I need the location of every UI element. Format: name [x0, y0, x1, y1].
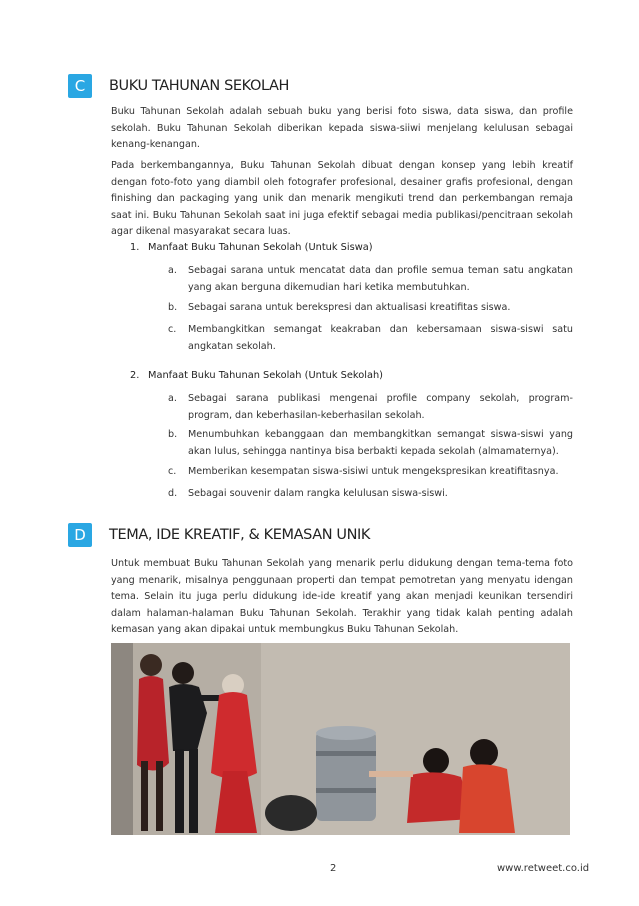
section-c-title: BUKU TAHUNAN SEKOLAH: [109, 78, 290, 94]
list-item-text: Membangkitkan semangat keakraban dan kebersamaan siswa-siswi satu angkatan sekolah.: [188, 324, 573, 352]
list-item-letter: c.: [168, 324, 177, 335]
list-item: [168, 263, 573, 296]
section-d-badge: D: [68, 523, 92, 547]
footer-url: www.retweet.co.id: [497, 863, 590, 874]
section-d-title: TEMA, IDE KREATIF, & KEMASAN UNIK: [109, 527, 371, 543]
section-d-header: [68, 522, 370, 548]
list-item: [168, 391, 573, 424]
section-c-badge: C: [68, 74, 92, 98]
list-item-text: Sebagai sarana publikasi mengenai profile company sekolah, program-program, dan keberhasilan-keberhasilan sekolah.: [188, 393, 573, 421]
list-item: [168, 486, 573, 503]
list-2-number: 2.: [130, 370, 140, 381]
list-item-letter: d.: [168, 488, 178, 499]
list-2-heading: [130, 369, 383, 383]
section-c-header: [68, 73, 289, 99]
list-1-heading-text: Manfaat Buku Tahunan Sekolah (Untuk Siswa): [148, 242, 373, 253]
tire: [265, 795, 317, 831]
list-item-text: Memberikan kesempatan siswa-sisiwi untuk mengekspresikan kreatifitasnya.: [188, 466, 559, 477]
list-item: [168, 300, 573, 317]
list-item-text: Sebagai souvenir dalam rangka kelulusan siswa-siswi.: [188, 488, 448, 499]
list-item-letter: b.: [168, 429, 178, 440]
section-c-paragraph-1: Buku Tahunan Sekolah adalah sebuah buku yang berisi foto siswa, data siswa, dan profile sekolah. Buku Tahunan Sekolah diberikan kepada siswa-siiwi menjelang kelulusan sebagai kenang-kenangan.: [111, 106, 573, 150]
list-1-number: 1.: [130, 242, 140, 253]
page-number: 2: [330, 863, 337, 874]
list-item-letter: c.: [168, 466, 177, 477]
list-item-letter: a.: [168, 393, 177, 404]
list-item-letter: b.: [168, 302, 178, 313]
list-item: [168, 427, 573, 460]
list-item-letter: a.: [168, 265, 177, 276]
list-1-heading: [130, 241, 373, 255]
barrel: [316, 726, 376, 821]
section-c-paragraph-2: Pada berkembangannya, Buku Tahunan Sekolah dibuat dengan konsep yang lebih kreatif dengan foto-foto yang diambil oleh fotografer profesional, desainer grafis profesional, dengan finishing dan packaging yang unik dan menarik mengikuti trend dan perkembangan remaja saat ini. Buku Tahunan Sekolah saat ini juga efektif sebagai media publikasi/pencitraan sekolah agar dikenal masyarakat secara luas.: [111, 160, 573, 237]
list-item: [168, 322, 573, 355]
list-item-text: Menumbuhkan kebanggaan dan membangkitkan semangat siswa-siswi yang akan lulus, sehingga nantinya bisa berbakti kepada sekolah (almamaternya).: [188, 429, 573, 457]
students-photo-illustration: [111, 643, 570, 835]
list-2-heading-text: Manfaat Buku Tahunan Sekolah (Untuk Sekolah): [148, 370, 383, 381]
section-d-paragraph: Untuk membuat Buku Tahunan Sekolah yang menarik perlu didukung dengan tema-tema foto yang menarik, misalnya penggunaan properti dan tempat pemotretan yang menyatu idengan tema. Selain itu juga perlu didukung ide-ide kreatif yang akan menjadi keunikan tersendiri dalam halaman-halaman Buku Tahunan Sekolah. Terakhir yang tidak kalah penting adalah kemasan yang akan dipakai untuk membungkus Buku Tahunan Sekolah.: [111, 558, 573, 635]
list-item-text: Sebagai sarana untuk mencatat data dan profile semua teman satu angkatan yang akan berguna dikemudian hari ketika membutuhkan.: [188, 265, 573, 293]
students-photo: [111, 643, 570, 835]
list-item-text: Sebagai sarana untuk berekspresi dan aktualisasi kreatifitas siswa.: [188, 302, 511, 313]
list-item: [168, 464, 573, 481]
